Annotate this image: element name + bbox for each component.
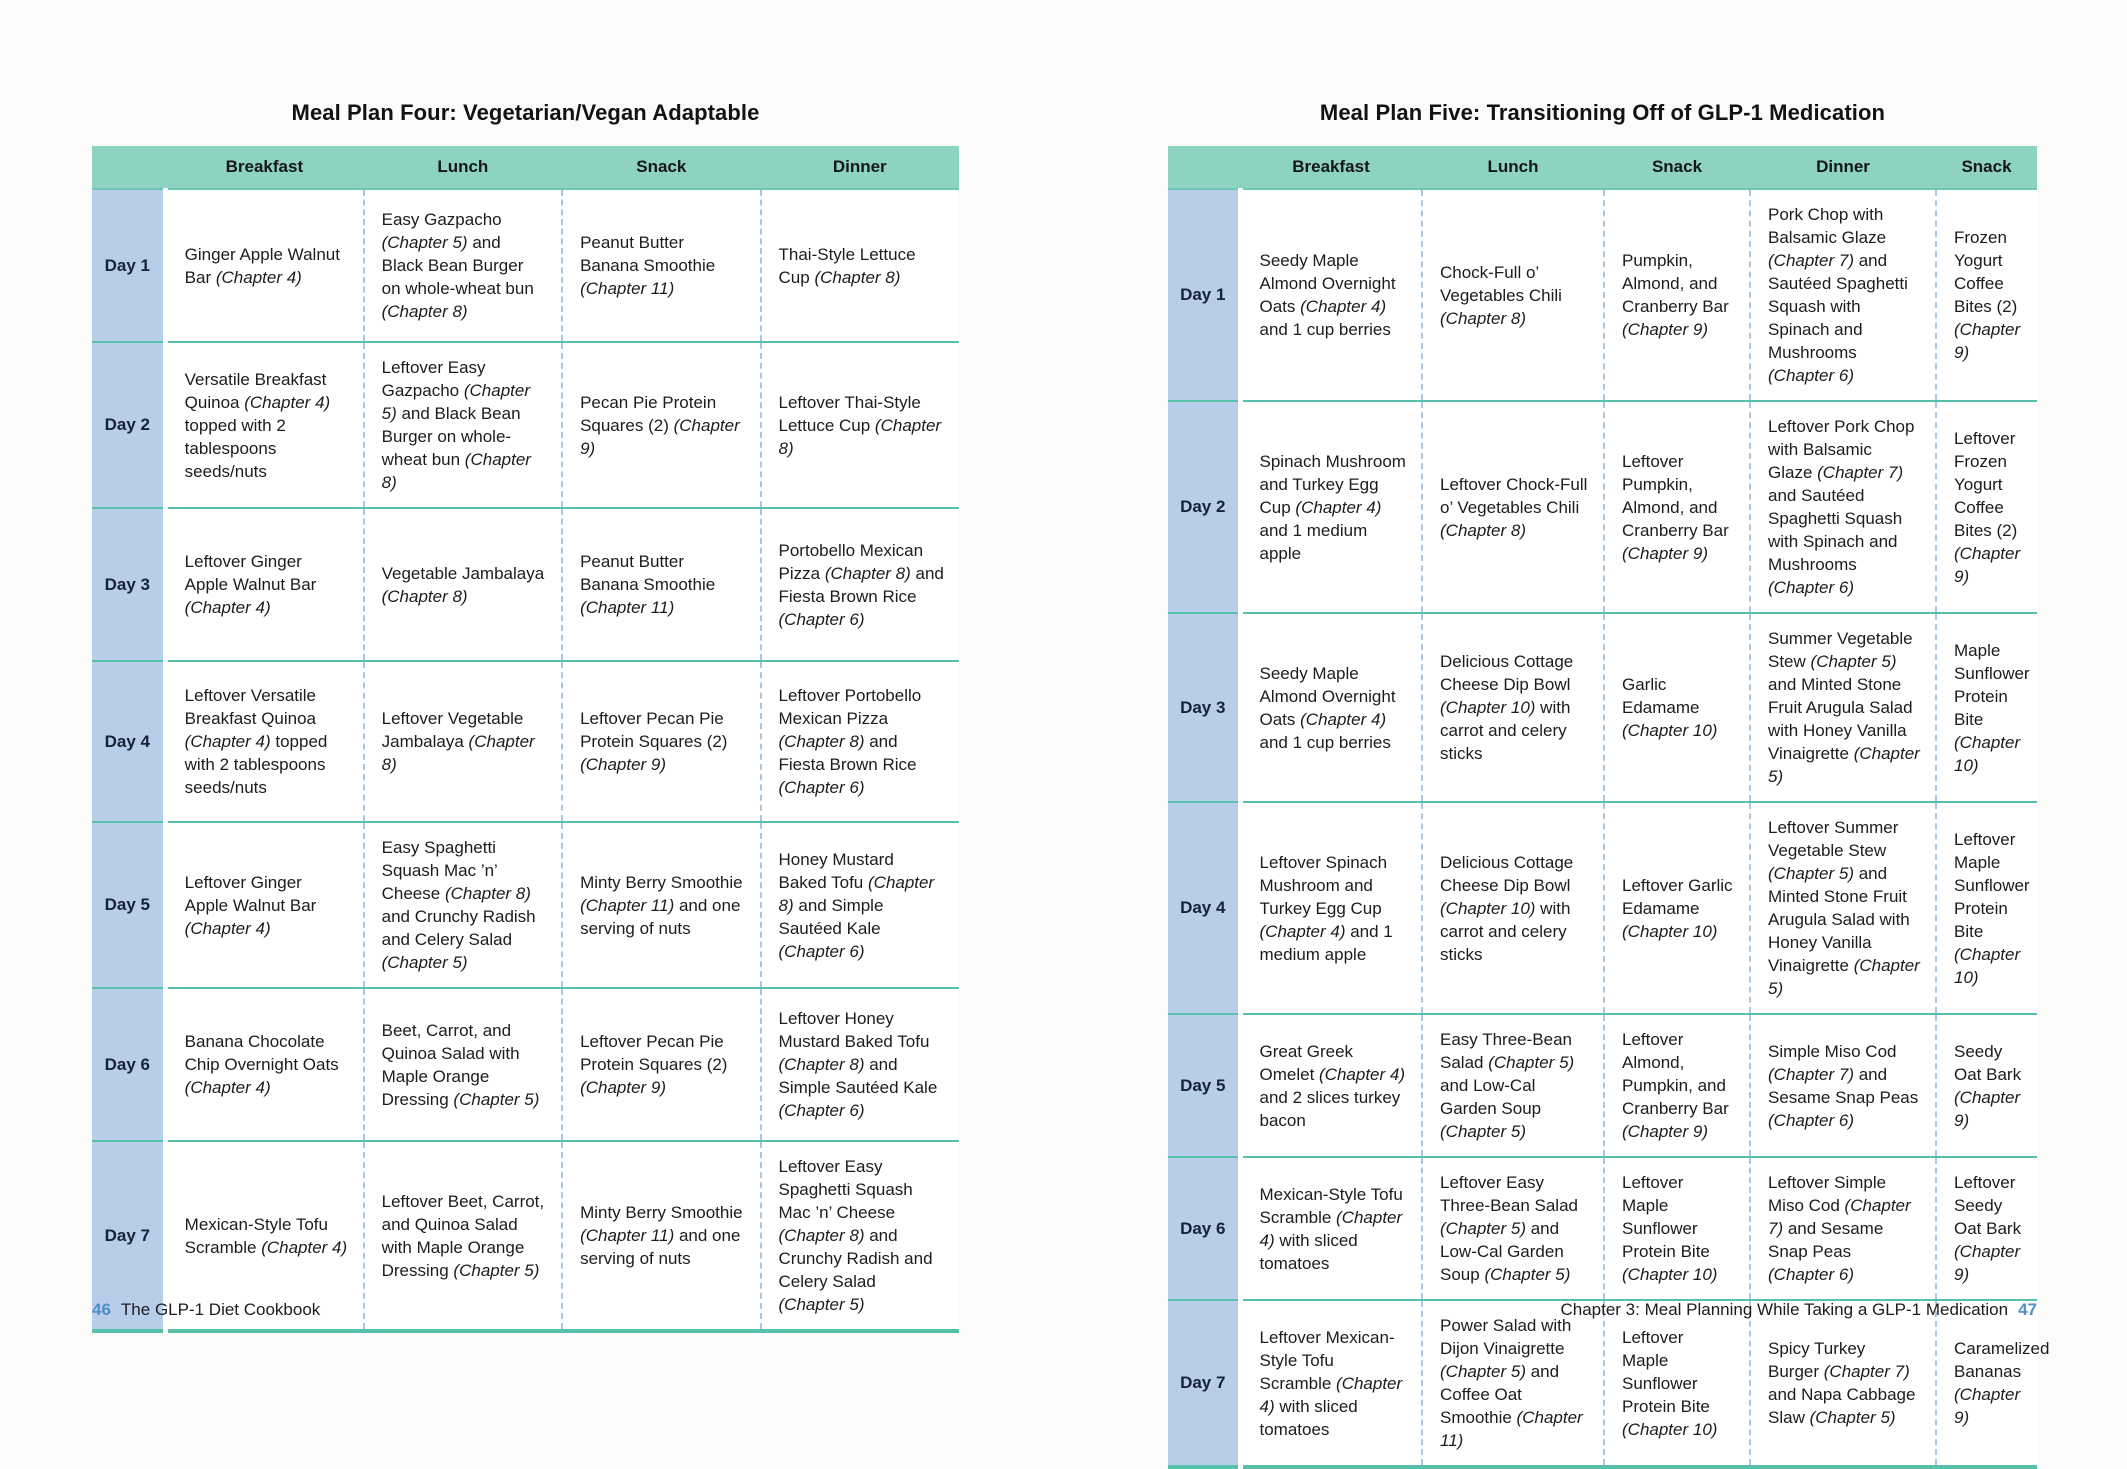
meal-cell: Seedy Maple Almond Overnight Oats (Chapter 4) and 1 cup berries: [1240, 189, 1422, 401]
meal-cell: Spicy Turkey Burger (Chapter 7) and Napa Cabbage Slaw (Chapter 5): [1750, 1300, 1936, 1467]
meal-cell: Pecan Pie Protein Squares (2) (Chapter 9): [562, 342, 760, 508]
book-title: The GLP-1 Diet Cookbook: [120, 1300, 321, 1319]
meal-cell: Leftover Thai-Style Lettuce Cup (Chapter 8): [761, 342, 959, 508]
meal-cell: Leftover Garlic Edamame (Chapter 10): [1604, 802, 1750, 1014]
meal-cell: Beet, Carrot, and Quinoa Salad with Maple Orange Dressing (Chapter 5): [364, 988, 562, 1141]
meal-cell: Leftover Simple Miso Cod (Chapter 7) and Sesame Snap Peas (Chapter 6): [1750, 1157, 1936, 1300]
meal-cell: Great Greek Omelet (Chapter 4) and 2 slices turkey bacon: [1240, 1014, 1422, 1157]
page-number: 47: [2018, 1300, 2037, 1319]
table-row: [92, 822, 959, 988]
meal-cell: Pork Chop with Balsamic Glaze (Chapter 7) and Sautéed Spaghetti Squash with Spinach and Mushrooms (Chapter 6): [1750, 189, 1936, 401]
meal-cell: Leftover Seedy Oat Bark (Chapter 9): [1936, 1157, 2037, 1300]
meal-cell: Leftover Pecan Pie Protein Squares (2) (Chapter 9): [562, 661, 760, 822]
day-label: Day 2: [1168, 401, 1240, 613]
meal-plan-five-table: [1168, 146, 2050, 1469]
meal-cell: Leftover Spinach Mushroom and Turkey Egg Cup (Chapter 4) and 1 medium apple: [1240, 802, 1422, 1014]
meal-cell: Mexican-Style Tofu Scramble (Chapter 4) with sliced tomatoes: [1240, 1157, 1422, 1300]
table-row: [92, 661, 959, 822]
meal-cell: Leftover Ginger Apple Walnut Bar (Chapter 4): [165, 508, 363, 661]
table-row: [1168, 1157, 2037, 1300]
header-row: [1168, 146, 2037, 189]
column-header-breakfast: Breakfast: [1240, 146, 1422, 189]
meal-cell: Peanut Butter Banana Smoothie (Chapter 11): [562, 189, 760, 342]
column-header-dinner: Dinner: [761, 146, 959, 189]
meal-cell: Minty Berry Smoothie (Chapter 11) and one serving of nuts: [562, 822, 760, 988]
column-header-snack: Snack: [562, 146, 760, 189]
meal-plan-four-table: [92, 146, 959, 1333]
table-row: [1168, 1300, 2037, 1467]
meal-plan-five-section: [1168, 100, 2050, 1469]
meal-cell: Easy Three-Bean Salad (Chapter 5) and Low-Cal Garden Soup (Chapter 5): [1422, 1014, 1604, 1157]
meal-plan-four-section: [92, 100, 959, 1333]
meal-cell: Vegetable Jambalaya (Chapter 8): [364, 508, 562, 661]
meal-cell: Leftover Vegetable Jambalaya (Chapter 8): [364, 661, 562, 822]
day-label: Day 7: [92, 1141, 165, 1331]
meal-cell: Leftover Frozen Yogurt Coffee Bites (2) (Chapter 9): [1936, 401, 2037, 613]
meal-cell: Leftover Summer Vegetable Stew (Chapter 5) and Minted Stone Fruit Arugula Salad with Honey Vanilla Vinaigrette (Chapter 5): [1750, 802, 1936, 1014]
day-label: Day 4: [92, 661, 165, 822]
meal-cell: Ginger Apple Walnut Bar (Chapter 4): [165, 189, 363, 342]
day-label: Day 2: [92, 342, 165, 508]
page-title: Meal Plan Five: Transitioning Off of GLP-1 Medication: [1319, 100, 1886, 125]
meal-cell: Pumpkin, Almond, and Cranberry Bar (Chapter 9): [1604, 189, 1750, 401]
footer-right: [1560, 1300, 2037, 1320]
meal-cell: Frozen Yogurt Coffee Bites (2) (Chapter 9): [1936, 189, 2037, 401]
meal-cell: Leftover Easy Three-Bean Salad (Chapter 5) and Low-Cal Garden Soup (Chapter 5): [1422, 1157, 1604, 1300]
meal-cell: Mexican-Style Tofu Scramble (Chapter 4): [165, 1141, 363, 1331]
page-title: Meal Plan Four: Vegetarian/Vegan Adaptable: [291, 100, 760, 125]
meal-cell: Simple Miso Cod (Chapter 7) and Sesame Snap Peas (Chapter 6): [1750, 1014, 1936, 1157]
table-row: [1168, 189, 2037, 401]
meal-cell: Leftover Mexican-Style Tofu Scramble (Chapter 4) with sliced tomatoes: [1240, 1300, 1422, 1467]
meal-cell: Maple Sunflower Protein Bite (Chapter 10): [1936, 613, 2037, 802]
page-number: 46: [92, 1300, 111, 1319]
meal-cell: Peanut Butter Banana Smoothie (Chapter 11): [562, 508, 760, 661]
meal-cell: Summer Vegetable Stew (Chapter 5) and Minted Stone Fruit Arugula Salad with Honey Vanilla Vinaigrette (Chapter 5): [1750, 613, 1936, 802]
meal-cell: Leftover Maple Sunflower Protein Bite (Chapter 10): [1936, 802, 2037, 1014]
meal-cell: Easy Gazpacho (Chapter 5) and Black Bean Burger on whole-wheat bun (Chapter 8): [364, 189, 562, 342]
meal-cell: Minty Berry Smoothie (Chapter 11) and one serving of nuts: [562, 1141, 760, 1331]
day-label: Day 3: [1168, 613, 1240, 802]
meal-cell: Leftover Almond, Pumpkin, and Cranberry Bar (Chapter 9): [1604, 1014, 1750, 1157]
meal-cell: Portobello Mexican Pizza (Chapter 8) and Fiesta Brown Rice (Chapter 6): [761, 508, 959, 661]
column-header-dinner: Dinner: [1750, 146, 1936, 189]
header-day-spacer: [1168, 146, 1240, 189]
meal-cell: Seedy Oat Bark (Chapter 9): [1936, 1014, 2037, 1157]
meal-cell: Leftover Versatile Breakfast Quinoa (Chapter 4) topped with 2 tablespoons seeds/nuts: [165, 661, 363, 822]
column-header-lunch: Lunch: [364, 146, 562, 189]
meal-cell: Leftover Pecan Pie Protein Squares (2) (Chapter 9): [562, 988, 760, 1141]
table-row: [92, 508, 959, 661]
table-row: [92, 342, 959, 508]
meal-cell: Delicious Cottage Cheese Dip Bowl (Chapter 10) with carrot and celery sticks: [1422, 613, 1604, 802]
meal-cell: Leftover Ginger Apple Walnut Bar (Chapter 4): [165, 822, 363, 988]
column-header-snack: Snack: [1936, 146, 2037, 189]
meal-cell: Caramelized Bananas (Chapter 9): [1936, 1300, 2037, 1467]
column-header-lunch: Lunch: [1422, 146, 1604, 189]
page-right: [1063, 0, 2126, 1450]
meal-cell: Banana Chocolate Chip Overnight Oats (Chapter 4): [165, 988, 363, 1141]
meal-cell: Leftover Honey Mustard Baked Tofu (Chapter 8) and Simple Sautéed Kale (Chapter 6): [761, 988, 959, 1141]
meal-cell: Leftover Pumpkin, Almond, and Cranberry Bar (Chapter 9): [1604, 401, 1750, 613]
meal-cell: Delicious Cottage Cheese Dip Bowl (Chapter 10) with carrot and celery sticks: [1422, 802, 1604, 1014]
day-label: Day 1: [1168, 189, 1240, 401]
day-label: Day 1: [92, 189, 165, 342]
day-label: Day 5: [1168, 1014, 1240, 1157]
header-row: [92, 146, 959, 189]
meal-cell: Seedy Maple Almond Overnight Oats (Chapter 4) and 1 cup berries: [1240, 613, 1422, 802]
meal-cell: Leftover Easy Gazpacho (Chapter 5) and Black Bean Burger on whole-wheat bun (Chapter 8): [364, 342, 562, 508]
page-left: [0, 0, 1063, 1400]
meal-cell: Honey Mustard Baked Tofu (Chapter 8) and Simple Sautéed Kale (Chapter 6): [761, 822, 959, 988]
table-row: [1168, 802, 2037, 1014]
table-row: [92, 988, 959, 1141]
day-label: Day 7: [1168, 1300, 1240, 1467]
meal-cell: Thai-Style Lettuce Cup (Chapter 8): [761, 189, 959, 342]
meal-cell: Garlic Edamame (Chapter 10): [1604, 613, 1750, 802]
chapter-footer-text: Chapter 3: Meal Planning While Taking a GLP-1 Medication: [1560, 1300, 2009, 1319]
table-row: [1168, 1014, 2037, 1157]
meal-cell: Chock-Full o’ Vegetables Chili (Chapter 8): [1422, 189, 1604, 401]
meal-cell: Leftover Chock-Full o’ Vegetables Chili (Chapter 8): [1422, 401, 1604, 613]
meal-cell: Leftover Pork Chop with Balsamic Glaze (Chapter 7) and Sautéed Spaghetti Squash with Spinach and Mushrooms (Chapter 6): [1750, 401, 1936, 613]
day-label: Day 3: [92, 508, 165, 661]
day-label: Day 5: [92, 822, 165, 988]
table-row: [1168, 613, 2037, 802]
footer-left: [92, 1300, 320, 1320]
table-row: [92, 189, 959, 342]
day-label: Day 6: [1168, 1157, 1240, 1300]
meal-cell: Leftover Maple Sunflower Protein Bite (Chapter 10): [1604, 1157, 1750, 1300]
day-label: Day 6: [92, 988, 165, 1141]
day-label: Day 4: [1168, 802, 1240, 1014]
table-row: [1168, 401, 2037, 613]
column-header-breakfast: Breakfast: [165, 146, 363, 189]
meal-cell: Leftover Portobello Mexican Pizza (Chapter 8) and Fiesta Brown Rice (Chapter 6): [761, 661, 959, 822]
meal-cell: Leftover Maple Sunflower Protein Bite (Chapter 10): [1604, 1300, 1750, 1467]
column-header-snack: Snack: [1604, 146, 1750, 189]
meal-cell: Leftover Easy Spaghetti Squash Mac ’n’ Cheese (Chapter 8) and Crunchy Radish and Celery Salad (Chapter 5): [761, 1141, 959, 1331]
meal-cell: Power Salad with Dijon Vinaigrette (Chapter 5) and Coffee Oat Smoothie (Chapter 11): [1422, 1300, 1604, 1467]
meal-cell: Easy Spaghetti Squash Mac ’n’ Cheese (Chapter 8) and Crunchy Radish and Celery Salad (Chapter 5): [364, 822, 562, 988]
meal-cell: Versatile Breakfast Quinoa (Chapter 4) topped with 2 tablespoons seeds/nuts: [165, 342, 363, 508]
header-day-spacer: [92, 146, 165, 189]
meal-cell: Spinach Mushroom and Turkey Egg Cup (Chapter 4) and 1 medium apple: [1240, 401, 1422, 613]
meal-cell: Leftover Beet, Carrot, and Quinoa Salad with Maple Orange Dressing (Chapter 5): [364, 1141, 562, 1331]
